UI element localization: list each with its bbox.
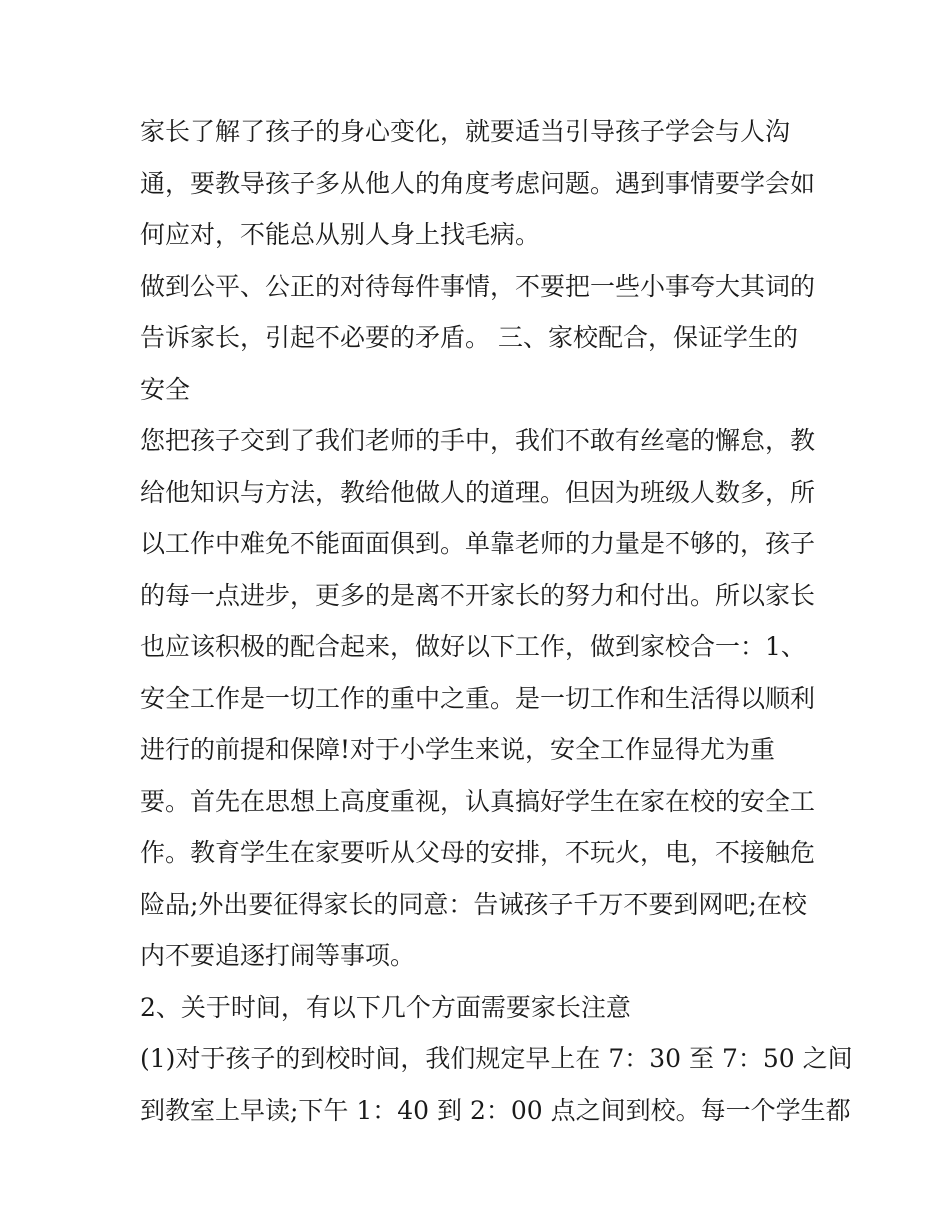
text-line-20: 到教室上早读;下午 1：40 到 2：00 点之间到校。每一个学生都 xyxy=(140,1095,851,1125)
text-line-4: 做到公平、公正的对待每件事情，不要把一些小事夸大其词的 xyxy=(140,271,816,301)
text-line-8: 给他知识与方法，教给他做人的道理。但因为班级人数多，所 xyxy=(140,477,816,507)
text-line-5: 告诉家长，引起不必要的矛盾。 三、家校配合，保证学生的 xyxy=(140,323,798,352)
text-line-17: 内不要追逐打闹等事项。 xyxy=(140,941,416,970)
list-item-heading: 2、关于时间，有以下几个方面需要家长注意 xyxy=(140,992,631,1022)
text-line-3: 何应对，不能总从别人身上找毛病。 xyxy=(140,220,541,249)
text-line-1: 家长了解了孩子的身心变化，就要适当引导孩子学会与人沟 xyxy=(140,117,791,146)
text-line-13: 进行的前提和保障!对于小学生来说，安全工作显得尤为重 xyxy=(140,735,776,764)
body-text xyxy=(140,106,853,1136)
text-line-2: 通，要教导孩子多从他人的角度考虑问题。遇到事情要学会如 xyxy=(140,168,816,198)
text-line-19: (1)对于孩子的到校时间，我们规定早上在 7：30 至 7：50 之间 xyxy=(140,1044,853,1073)
text-line-10: 的每一点进步，更多的是离不开家长的努力和付出。所以家长 xyxy=(140,580,816,610)
text-line-12: 安全工作是一切工作的重中之重。是一切工作和生活得以顺利 xyxy=(140,683,816,713)
text-line-9: 以工作中难免不能面面俱到。单靠老师的力量是不够的，孩子 xyxy=(140,529,816,558)
text-line-14: 要。首先在思想上高度重视，认真搞好学生在家在校的安全工 xyxy=(140,786,816,816)
text-line-15: 作。教育学生在家要听从父母的安排，不玩火，电，不接触危 xyxy=(140,838,816,867)
text-line-7: 您把孩子交到了我们老师的手中，我们不敢有丝毫的懈怠，教 xyxy=(140,426,816,455)
text-line-16: 险品;外出要征得家长的同意：告诫孩子千万不要到网吧;在校 xyxy=(140,889,807,919)
text-line-11: 也应该积极的配合起来，做好以下工作，做到家校合一：1、 xyxy=(140,632,806,661)
section-heading-tail: 安全 xyxy=(140,374,191,404)
